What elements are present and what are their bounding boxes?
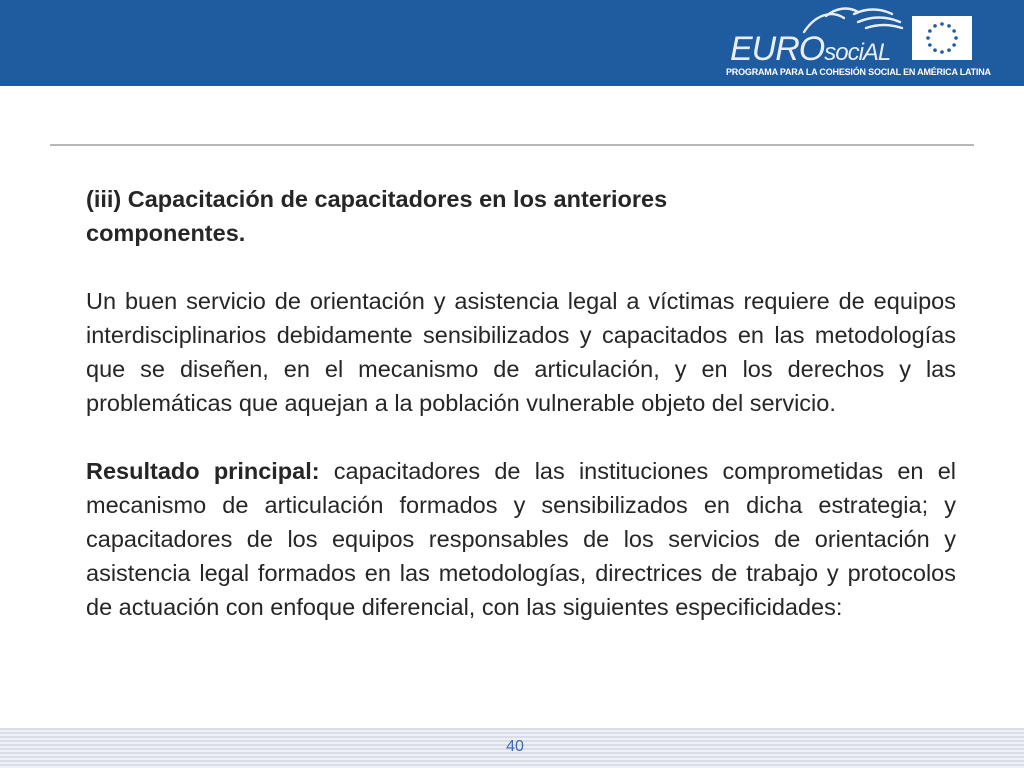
result-label: Resultado principal:: [86, 458, 320, 484]
eu-star-icon: [954, 36, 958, 40]
header-divider: [50, 144, 974, 146]
result-text: capacitadores de las instituciones comprometidas en el mecanismo de articulación formados y sensibilizados en dicha estrategia; y capacitadores de los equipos responsables de los servicios de orientación y asistencia legal formados en las metodologías, directrices de trabajo y protocolos de actuación con enfoque diferencial, con las siguientes especificidades:: [86, 458, 957, 620]
eu-star-icon: [933, 24, 937, 28]
eu-star-icon: [940, 22, 944, 26]
eu-flag-icon: [912, 16, 972, 60]
paragraph-result: [86, 454, 956, 624]
eu-star-icon: [947, 24, 951, 28]
logo-tagline: PROGRAMA PARA LA COHESIÓN SOCIAL EN AMÉRICA LATINA: [726, 67, 991, 77]
eu-star-icon: [947, 48, 951, 52]
eu-star-icon: [928, 29, 932, 33]
eu-star-icon: [926, 36, 930, 40]
header-banner: [0, 0, 1024, 86]
eu-star-icon: [940, 50, 944, 54]
eu-star-icon: [933, 48, 937, 52]
slide-content: [86, 182, 956, 624]
logo-wordmark: [730, 30, 890, 69]
eu-star-icon: [952, 43, 956, 47]
section-heading-line2: componentes.: [86, 220, 246, 246]
logo-wordmark-social: sociAL: [824, 39, 891, 66]
eu-star-icon: [952, 29, 956, 33]
eurosocial-logo: [726, 4, 991, 80]
logo-wordmark-euro: EURO: [730, 30, 825, 68]
section-heading-line1: (iii) Capacitación de capacitadores en los anteriores: [86, 186, 668, 212]
page-number: 40: [506, 738, 524, 755]
section-heading: [86, 182, 956, 250]
eu-star-icon: [928, 43, 932, 47]
paragraph-orientation: Un buen servicio de orientación y asistencia legal a víctimas requiere de equipos interdisciplinarios debidamente sensibilizados y capacitados en las metodologías que se diseñen, en el mecanismo de articulación, y en los derechos y las problemáticas que aquejan a la población vulnerable objeto del servicio.: [86, 288, 956, 416]
